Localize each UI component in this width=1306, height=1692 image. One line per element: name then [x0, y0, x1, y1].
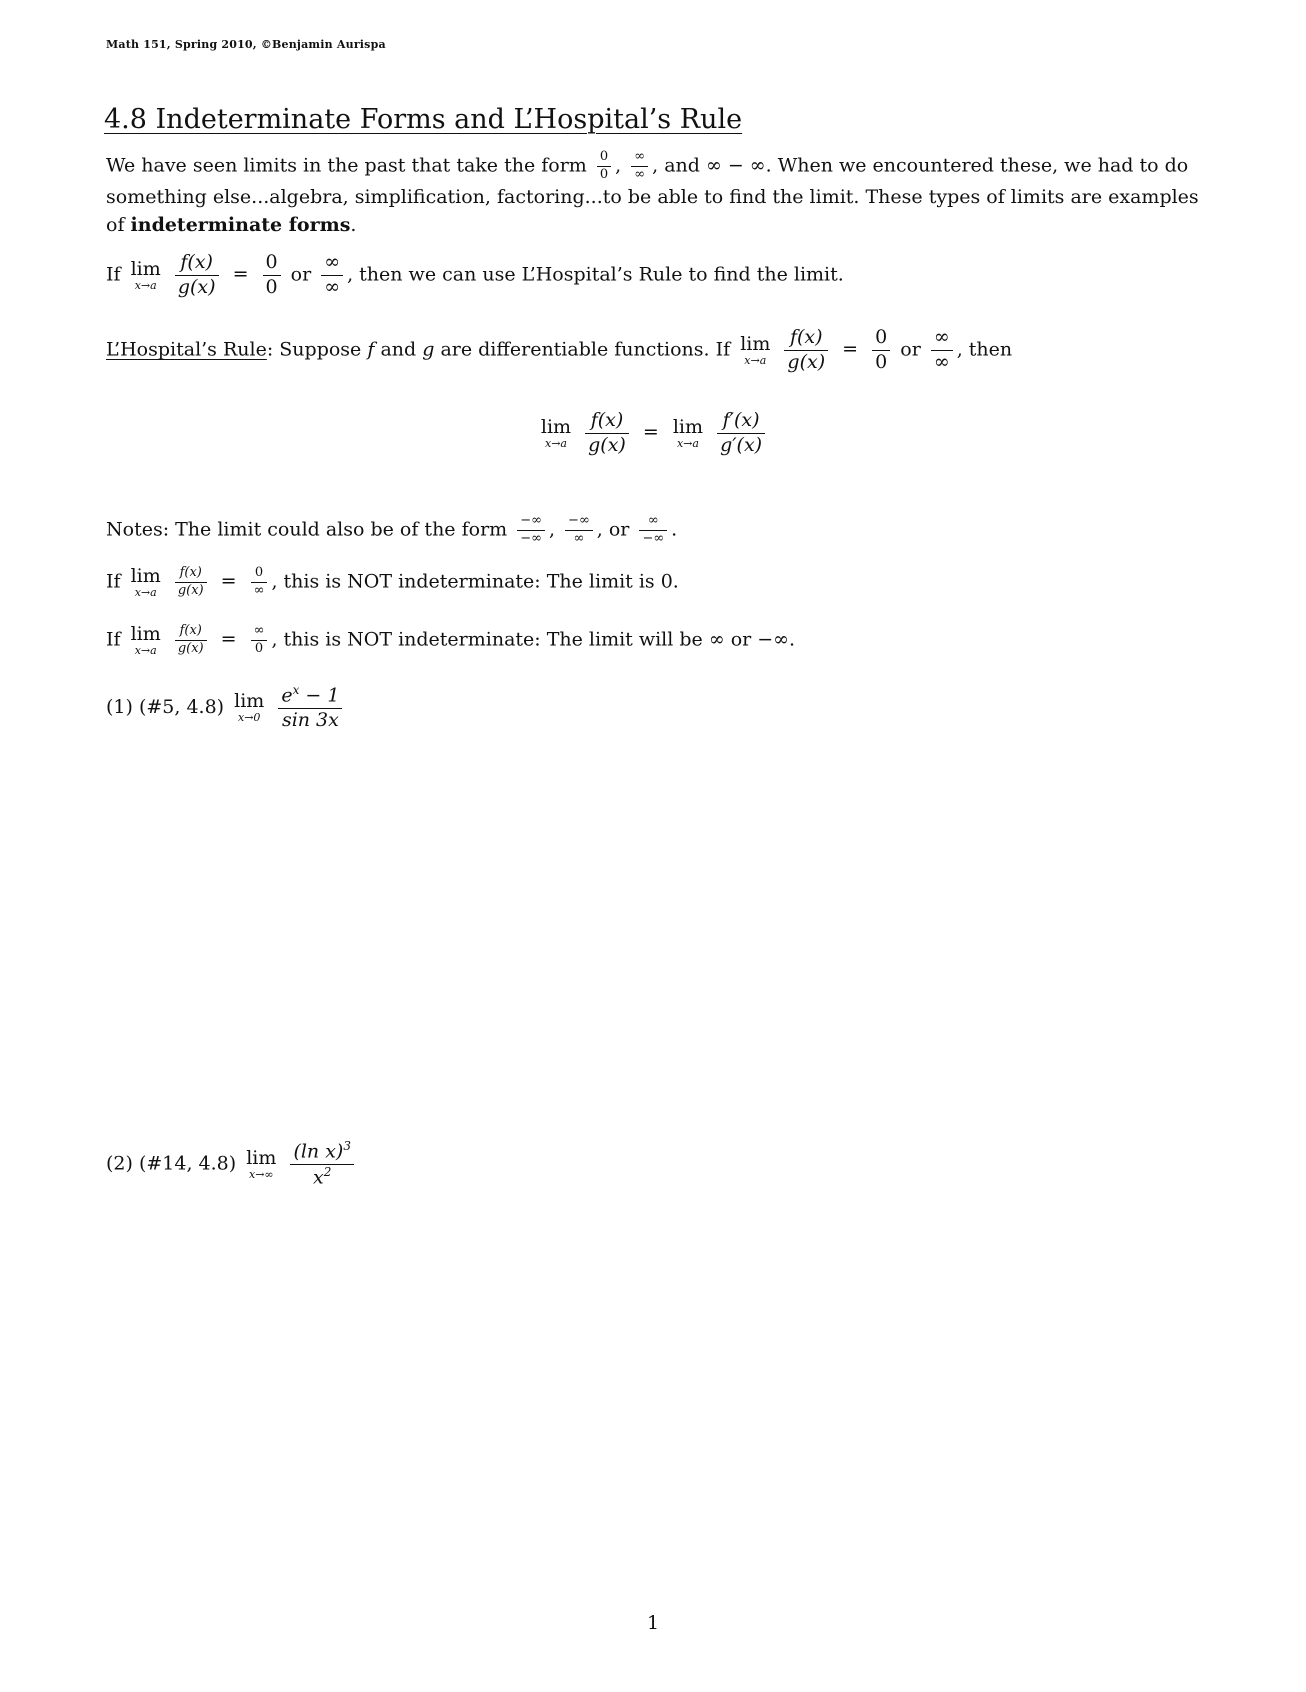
problem-2: (2) (#14, 4.8) lim x→∞ $\frac{(\ln x)^3}{x^2}$ — [106, 1140, 1206, 1189]
section-title: 4.8 Indeterminate Forms and L’Hospital’s Rule — [104, 104, 743, 135]
limit-operator: lim x→a — [130, 257, 161, 292]
intro-paragraph: We have seen limits in the past that take the form $\frac{0}{0}$ , $\frac{\infty}{\infty}$ , and ∞ − ∞. When we encountered these, we had to do something else...algebra, simplification, factoring...to be able to find the limit. These types of limits are examples of indeterminate forms. — [106, 149, 1199, 236]
not-indeterminate-infinity: If lim x→a $\frac{f(x)}{g(x)}$ = $\frac{\infty}{0}$ , this is NOT indeterminate: The limit will be ∞ or −∞. — [106, 622, 796, 657]
problem-label: (2) (#14, 4.8) — [106, 1152, 237, 1175]
lhospital-equation: lim x→a $\frac{f(x)}{g(x)}$ = lim x→a $\frac{f'(x)}{g'(x)}$ — [0, 410, 1306, 457]
term-indeterminate-forms: indeterminate forms — [130, 213, 351, 236]
problem-1: (1) (#5, 4.8) lim x→0 $\frac{e^x - 1}{\sin 3x}$ — [106, 684, 1206, 732]
inf-over-inf: $\frac{\infty}{\infty}$ — [631, 150, 648, 183]
not-indeterminate-zero: If lim x→a $\frac{f(x)}{g(x)}$ = $\frac{0}{\infty}$ , this is NOT indeterminate: The limit is 0. — [106, 564, 679, 599]
notes-line: Notes: The limit could also be of the form $\frac{-\infty}{-\infty}$ , $\frac{-\infty}{\infty}$ , or $\frac{\infty}{-\infty}$ . — [106, 513, 678, 546]
lhospital-rule-statement: L’Hospital’s Rule: Suppose f and g are differentiable functions. If lim x→a $\frac{f(x)}{g(x)}$ = $\frac{0}{0}$ or $\frac{\infty}{\infty}$ , then — [106, 326, 1013, 373]
rule-label: L’Hospital’s Rule — [106, 338, 267, 361]
page-header: Math 151, Spring 2010, ©Benjamin Aurispa — [106, 38, 386, 51]
if-limit-line: If lim x→a $\frac{f(x)}{g(x)}$ = $\frac{0}{0}$ or $\frac{\infty}{\infty}$ , then we can use L’Hospital’s Rule to find the limit. — [106, 251, 844, 298]
zero-over-zero: $\frac{0}{0}$ — [597, 150, 611, 183]
page-number: 1 — [646, 1612, 660, 1634]
problem-label: (1) (#5, 4.8) — [106, 696, 225, 719]
